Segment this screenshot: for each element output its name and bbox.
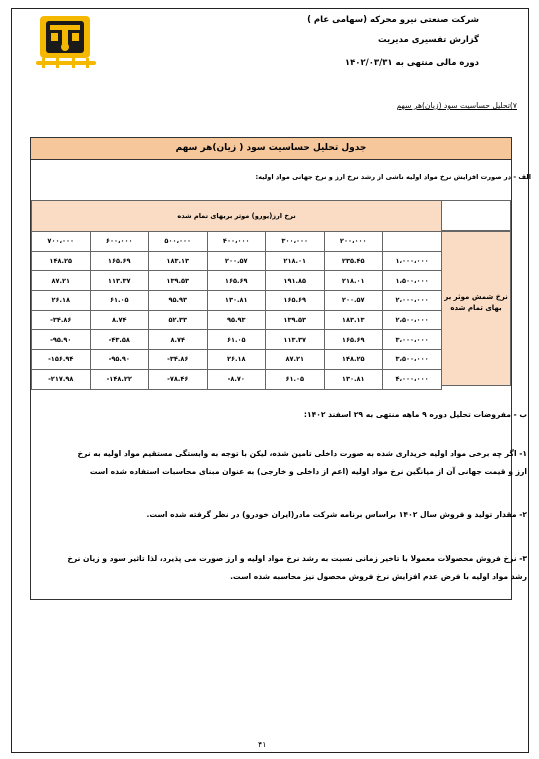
report-period: دوره مالی منتهی به ۱۴۰۲/۰۳/۳۱ [344,58,479,68]
table-cell: -۳۴.۸۶ [149,350,208,370]
table-cell: -۳۴.۸۶ [32,310,91,330]
row-label: ۳،۵۰۰،۰۰۰ [383,350,442,370]
table-row [32,271,442,291]
table-cell: ۱۴۸.۲۵ [324,350,383,370]
row-label: ۲،۵۰۰،۰۰۰ [383,310,442,330]
table-cell: ۹۵.۹۳ [149,291,208,311]
col-header: ۲۰۰،۰۰۰ [324,232,383,252]
table-cell: ۲۰۰.۵۷ [207,251,266,271]
page-number: ۴۱ [258,740,267,749]
table-cell: -۴۳.۵۸ [90,330,149,350]
assumptions-heading: ب - مفروضات تحلیل دوره ۹ ماهه منتهی به ۲۹ اسفند ۱۴۰۲: [303,410,527,419]
table-cell: -۹۵.۹۰ [32,330,91,350]
table-cell: ۵۲.۳۳ [149,310,208,330]
col-header: ۴۰۰،۰۰۰ [207,232,266,252]
row-label: ۳،۰۰۰،۰۰۰ [383,330,442,350]
table-cell: -۱۵۶.۹۴ [32,350,91,370]
section-title: ۷)تحلیل حساسیت سود (زیان)هر سهم [396,101,517,110]
table-row [32,369,442,389]
col-header: ۵۰۰،۰۰۰ [149,232,208,252]
table-cell: ۱۳۰.۸۱ [207,291,266,311]
table-cell: ۱۳۹.۵۳ [266,310,325,330]
corner-cell [383,232,442,252]
note-1: ۱- اگر چه برخی مواد اولیه خریداری شده به صورت داخلی تامین شده، لیکن با توجه به وابستگی مستقیم مواد اولیه به نرخ ارز و قیمت جهانی آن از میانگین نرخ مواد اولیه (اعم از داخلی و خارجی) به عنوان مبنای محاسبات استفاده شده است [77,449,527,476]
scenario-a-text: الف - در صورت افزایش نرخ مواد اولیه ناشی از رشد نرخ ارز و نرخ جهانی مواد اولیه: [255,173,531,181]
col-group-header: نرخ ارز(یورو) موثر بربهای تمام شده [32,201,442,232]
table-cell: ۱۹۱.۸۵ [266,271,325,291]
box-title: جدول تحلیل حساسیت سود ( زیان)هر سهم [31,138,511,160]
table-cell: ۱۳۹.۵۳ [149,271,208,291]
table-cell: -۲۱۷.۹۸ [32,369,91,389]
note-2: ۲- مقدار تولید و فروش سال ۱۴۰۲ براساس برنامه شرکت مادر(ایران خودرو) در نظر گرفته شده است. [146,510,527,519]
table-cell: ۸۷.۲۱ [266,350,325,370]
sensitivity-table [31,200,442,390]
table-cell: ۶۱.۰۵ [207,330,266,350]
col-header: ۷۰۰،۰۰۰ [32,232,91,252]
table-cell: -۹۵.۹۰ [90,350,149,370]
row-label: ۲،۰۰۰،۰۰۰ [383,291,442,311]
table-cell: ۲۶.۱۸ [207,350,266,370]
table-cell: ۸.۷۴ [149,330,208,350]
row-group-header-cell [441,231,511,386]
table-row [32,251,442,271]
table-cell: -۸.۷۰ [207,369,266,389]
row-label: ۱،۵۰۰،۰۰۰ [383,271,442,291]
company-name: شرکت صنعتی نیرو محرکه (سهامی عام ) [307,15,479,25]
note-3: ۳- نرخ فروش محصولات معمولا با تاخیر زمانی نسبت به رشد نرخ مواد اولیه و ارز صورت می پذیرد، لذا تاثیر سود و زیان نرخ رشد مواد اولیه با فرض عدم افزایش نرخ فروش محصول نیز محاسبه شده است. [67,554,527,581]
table-cell: ۱۱۳.۳۷ [90,271,149,291]
report-title: گزارش تفسیری مدیریت [377,35,479,45]
table-cell: ۲۱۸.۰۱ [266,251,325,271]
row-label: ۴،۰۰۰،۰۰۰ [383,369,442,389]
logo-wordmark [36,58,96,68]
table-cell: ۱۸۳.۱۳ [149,251,208,271]
table-row [32,291,442,311]
table-cell: ۱۱۳.۳۷ [266,330,325,350]
table-row [32,310,442,330]
table-row [32,350,442,370]
col-header: ۳۰۰،۰۰۰ [266,232,325,252]
table-cell: ۶۱.۰۵ [90,291,149,311]
table-cell: ۱۶۵.۶۹ [266,291,325,311]
table-cell: -۱۴۸.۲۲ [90,369,149,389]
table-cell: ۹۵.۹۳ [207,310,266,330]
table-cell: ۸.۷۴ [90,310,149,330]
table-cell: ۲۶.۱۸ [32,291,91,311]
table-cell: ۱۳۰.۸۱ [324,369,383,389]
table-cell: ۲۳۵.۴۵ [324,251,383,271]
corner-blank [441,200,511,231]
table-cell: ۱۶۵.۶۹ [324,330,383,350]
table-cell: -۷۸.۴۶ [149,369,208,389]
row-label: ۱،۰۰۰،۰۰۰ [383,251,442,271]
col-header: ۶۰۰،۰۰۰ [90,232,149,252]
table-cell: ۲۰۰.۵۷ [324,291,383,311]
table-cell: ۱۶۵.۶۹ [90,251,149,271]
table-cell: ۲۱۸.۰۱ [324,271,383,291]
row-group-header: نرخ شمش موثر بر بهای تمام شده [444,293,508,312]
table-cell: ۱۶۵.۶۹ [207,271,266,291]
table-cell: ۶۱.۰۵ [266,369,325,389]
table-row [32,330,442,350]
table-cell: ۱۴۸.۲۵ [32,251,91,271]
company-logo [40,16,90,58]
table-cell: ۱۸۳.۱۳ [324,310,383,330]
table-cell: ۸۷.۲۱ [32,271,91,291]
